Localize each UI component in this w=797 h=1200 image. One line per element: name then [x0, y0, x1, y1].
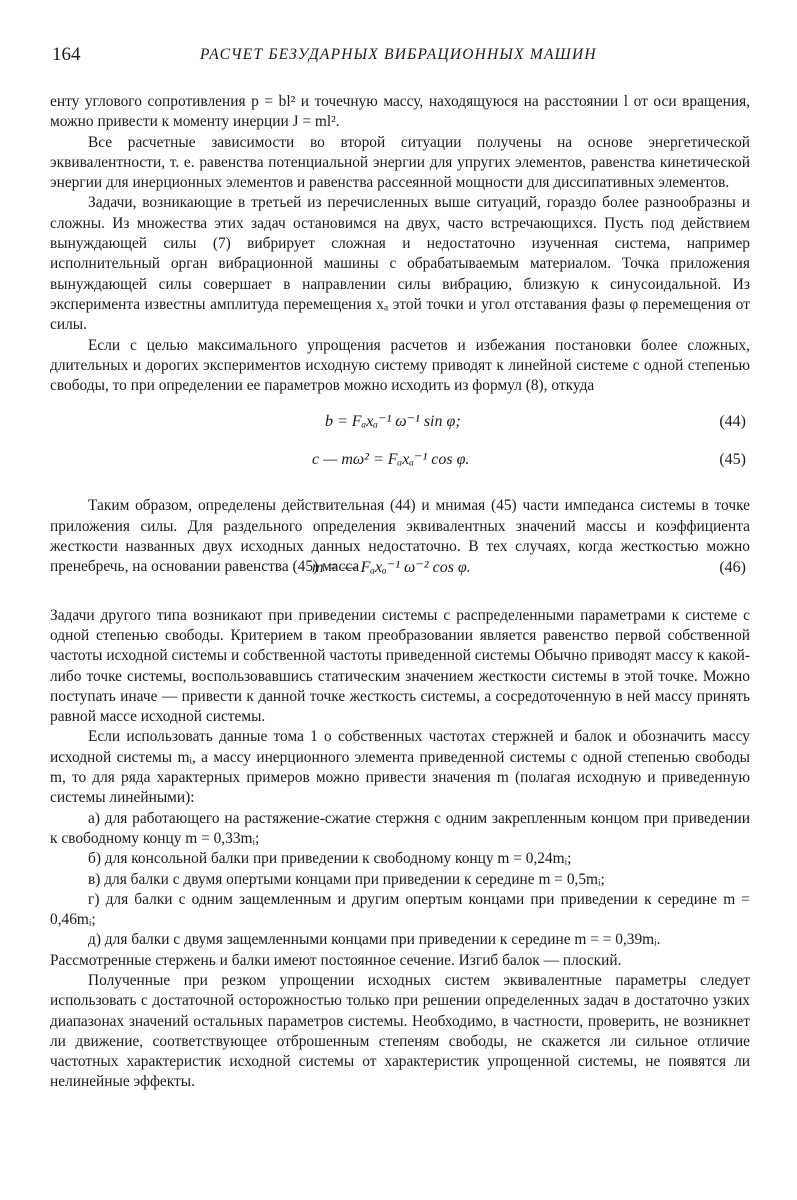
- list-item: д) для балки с двумя защемленными концами при приведении к середине m = = 0,39mᵢ.: [88, 931, 661, 949]
- list-item: в) для балки с двумя опертыми концами при приведении к середине m = 0,5mᵢ;: [88, 870, 605, 888]
- list-item: б) для консольной балки при приведении к свободному концу m = 0,24mᵢ;: [88, 850, 572, 868]
- running-title: РАСЧЕТ БЕЗУДАРНЫХ ВИБРАЦИОННЫХ МАШИН: [200, 46, 597, 63]
- equation-number: (45): [719, 451, 746, 469]
- list-item: а) для работающего на растяжение-сжатие стержня с одним закрепленным концом при приведении к свободному концу m = 0,33mᵢ;: [50, 809, 750, 847]
- page-header: [50, 40, 750, 70]
- body-text: [50, 92, 750, 1093]
- equation-number: (44): [719, 413, 746, 431]
- paragraph: Таким образом, определены действительная (44) и мнимая (45) части импеданса системы в точке приложения силы. Для раздельного определения эквивалентных значений массы и коэффициента жесткости названных двух исходных данных недостаточно. В тех случаях, когда жесткостью можно пренебречь, на основании равенства (45) масса: [50, 497, 750, 576]
- equation-44: [50, 404, 750, 442]
- page-number: 164: [52, 44, 81, 65]
- paragraph: енту углового сопротивления p = bl² и точечную массу, находящуюся на расстоянии l от оси вращения, можно привести к моменту инерции J = ml².: [50, 93, 750, 131]
- equation-46: [50, 558, 750, 584]
- paragraph: Задачи другого типа возникают при приведении системы с распределенными параметрами к системе с одной степенью свободы. Критерием в таком преобразовании является равенство первой собственной частоты исходной системы и собственной частоты приведенной системы Обычно приводят массу к какой-либо точке системы, воспользовавшись статическим значением жесткости системы в этой точке. Можно поступать иначе — привести к данной точке жесткость системы, а сосредоточенную в ней массу принять равной массе исходной системы.: [50, 606, 750, 726]
- equation-formula: m = — Fₐxₐ⁻¹ ω⁻² cos φ.: [312, 558, 471, 576]
- paragraph: Задачи, возникающие в третьей из перечисленных выше ситуаций, гораздо более разнообразны и сложны. Из множества этих задач остановимся на двух, часто встречающихся. Пусть под действием вынуждающей силы (7) вибрирует сложная и недостаточно изученная система, например исполнительный орган вибрационной машины с обрабатываемым материалом. Точка приложения вынуждающей силы совершает в направлении силы вибрацию, близкую к синусоидальной. Из эксперимента известны амплитуда перемещения xₐ этой точки и угол отставания фазы φ перемещения от силы.: [50, 194, 750, 334]
- paragraph: Все расчетные зависимости во второй ситуации получены на основе энергетической эквивалентности, т. е. равенства потенциальной энергии для упругих элементов, равенства кинетической энергии для инерционных элементов и равенства рассеянной мощности для диссипативных элементов.: [50, 133, 750, 192]
- paragraph: Полученные при резком упрощении исходных систем эквивалентные параметры следует использовать с достаточной осторожностью только при решении определенных задач в достаточно узких диапазонах значений остальных параметров системы. Необходимо, в частности, проверить, не возникнет ли движение, соответствующее отброшенным степеням свободы, не скажется ли сильное отличие частотных характеристик исходной системы от характеристик упрощенной системы, не появятся ли нелинейные эффекты.: [50, 971, 750, 1091]
- equation-number: (46): [719, 558, 746, 576]
- equation-45: [50, 442, 750, 480]
- equation-formula: b = Fₐxₐ⁻¹ ω⁻¹ sin φ;: [325, 413, 461, 431]
- paragraph: Рассмотренные стержень и балки имеют постоянное сечение. Изгиб балок — плоский.: [50, 951, 622, 969]
- equation-formula: c — mω² = Fₐxₐ⁻¹ cos φ.: [312, 451, 470, 469]
- book-page: [50, 40, 750, 1093]
- paragraph: Если использовать данные тома 1 о собственных частотах стержней и балок и обозначить массу исходной системы mᵢ, а массу инерционного элемента приведенной системы с одной степенью свободы m, то для ряда характерных примеров можно привести значения m (полагая исходную и приведенную системы линейными):: [50, 728, 750, 807]
- paragraph: Если с целью максимального упрощения расчетов и избежания постановки более сложных, длительных и дорогих экспериментов исходную систему приводят к линейной системе с одной степенью свободы, то при определении ее параметров можно исходить из формул (8), откуда: [50, 336, 750, 395]
- list-item: г) для балки с одним защемленным и другим опертым концами при приведении к середине m = 0,46mᵢ;: [50, 890, 750, 929]
